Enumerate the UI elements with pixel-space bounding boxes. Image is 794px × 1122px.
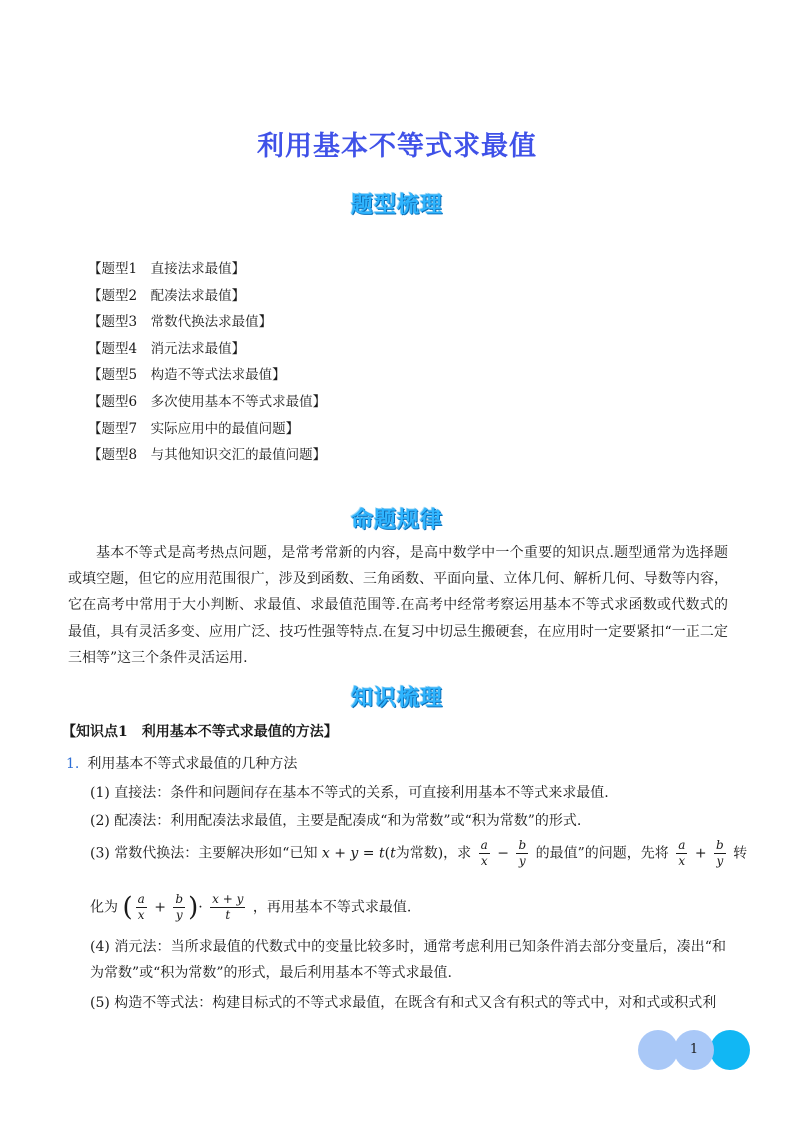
variable-t: t — [390, 845, 396, 862]
question-type-item: 【题型7 实际应用中的最值问题】 — [88, 420, 300, 437]
question-type-item: 【题型8 与其他知识交汇的最值问题】 — [88, 447, 327, 464]
method-text: ，再用基本不等式求最值. — [252, 899, 412, 916]
plus-sign: + — [154, 899, 166, 916]
numerator: a — [137, 892, 145, 906]
denominator: x — [678, 854, 686, 868]
plus-sign: + — [694, 845, 707, 862]
rules-paragraph: 基本不等式是高考热点问题，是常考常新的内容，是高中数学中一个重要的知识点.题型通常为选择题或填空题，但它的应用范围很广，涉及到函数、三角函数、平面向量、立体几何、解析几何、导数等内容，它在高考中常用于大小判断、求最值、求最值范围等.在高考中经常考察运用基本不等式求函数或代数式的最值，具有灵活多变、应用广泛、技巧性强等特点.在复习中切忌生搬硬套，在应用时一定要紧扣“一正二定三相等”这三个条件灵活运用. — [68, 545, 728, 666]
denominator: x — [137, 908, 145, 922]
numerator: a — [678, 838, 686, 852]
question-type-item: 【题型3 常数代换法求最值】 — [88, 314, 273, 331]
section-heading-types: 题型梳理 — [350, 193, 443, 218]
method-text: 转 — [733, 845, 748, 862]
method-text: 化为 — [90, 899, 118, 916]
denominator: t — [225, 908, 231, 922]
question-type-item: 【题型1 直接法求最值】 — [88, 261, 246, 277]
method-text: 的最值”的问题，先将 — [535, 845, 669, 862]
numerator: b — [175, 892, 184, 906]
fraction-a-over-x — [136, 892, 147, 923]
denominator: x — [480, 854, 488, 868]
method-construct-inequality: (5) 构造不等式法：构建目标式的不等式求最值，在既含有和式又含有积式的等式中，对和式或积式利 — [90, 995, 717, 1011]
question-type-item: 【题型2 配凑法求最值】 — [88, 287, 246, 304]
numerator: a — [480, 838, 488, 852]
denominator: y — [175, 908, 183, 922]
equation: x + y = t — [321, 845, 385, 862]
minus-sign: − — [497, 845, 509, 862]
page-badge-decoration — [710, 1030, 750, 1070]
paren-close: ) — [188, 892, 199, 923]
question-type-item: 【题型6 多次使用基本不等式求最值】 — [88, 393, 327, 410]
method-constant-substitution — [90, 838, 747, 869]
multiply-dot: · — [198, 899, 203, 916]
method-text: (3) 常数代换法：主要解决形如“已知 — [90, 845, 318, 862]
fraction-a-over-x — [676, 838, 687, 869]
method-direct: (1) 直接法：条件和问题间存在基本不等式的关系，可直接利用基本不等式来求最值. — [90, 785, 609, 801]
paren-open: ( — [122, 892, 133, 923]
method-combine: (2) 配凑法：利用配凑法求最值，主要是配凑成“和为常数”或“积为常数”的形式. — [90, 813, 582, 829]
question-type-list — [88, 258, 326, 471]
paren-open: ( — [384, 845, 391, 862]
denominator: y — [518, 854, 526, 868]
fraction-b-over-y — [714, 838, 726, 869]
knowledge-point-heading: 【知识点1 利用基本不等式求最值的方法】 — [62, 724, 338, 740]
fraction-a-over-x — [479, 838, 490, 869]
question-type-item: 【题型5 构造不等式法求最值】 — [88, 367, 286, 384]
section-heading-knowledge: 知识梳理 — [350, 686, 443, 711]
fraction-b-over-y — [516, 838, 528, 869]
question-type-item: 【题型4 消元法求最值】 — [88, 340, 246, 357]
denominator: y — [716, 854, 724, 868]
page-title: 利用基本不等式求最值 — [257, 131, 537, 162]
list-item — [66, 753, 297, 773]
numerator: b — [716, 838, 724, 852]
numerator: x + y — [212, 892, 244, 906]
method-text: 为常数)，求 — [395, 845, 472, 862]
numerator: b — [518, 838, 527, 852]
method-elimination: (4) 消元法：当所求最值的代数式中的变量比较多时，通常考虑利用已知条件消去部分变量后，凑出“和为常数”或“积为常数”的形式，最后利用基本不等式求最值. — [90, 939, 726, 981]
list-item-text: 利用基本不等式求最值的几种方法 — [87, 756, 298, 772]
fraction-b-over-y — [173, 892, 185, 923]
method-constant-substitution-cont — [90, 892, 411, 923]
fraction-xy-over-t — [210, 892, 245, 923]
page-number: 1 — [674, 1030, 714, 1070]
section-heading-rules: 命题规律 — [350, 508, 443, 533]
list-number: 1. — [66, 756, 80, 772]
page-badge-decoration — [638, 1030, 678, 1070]
